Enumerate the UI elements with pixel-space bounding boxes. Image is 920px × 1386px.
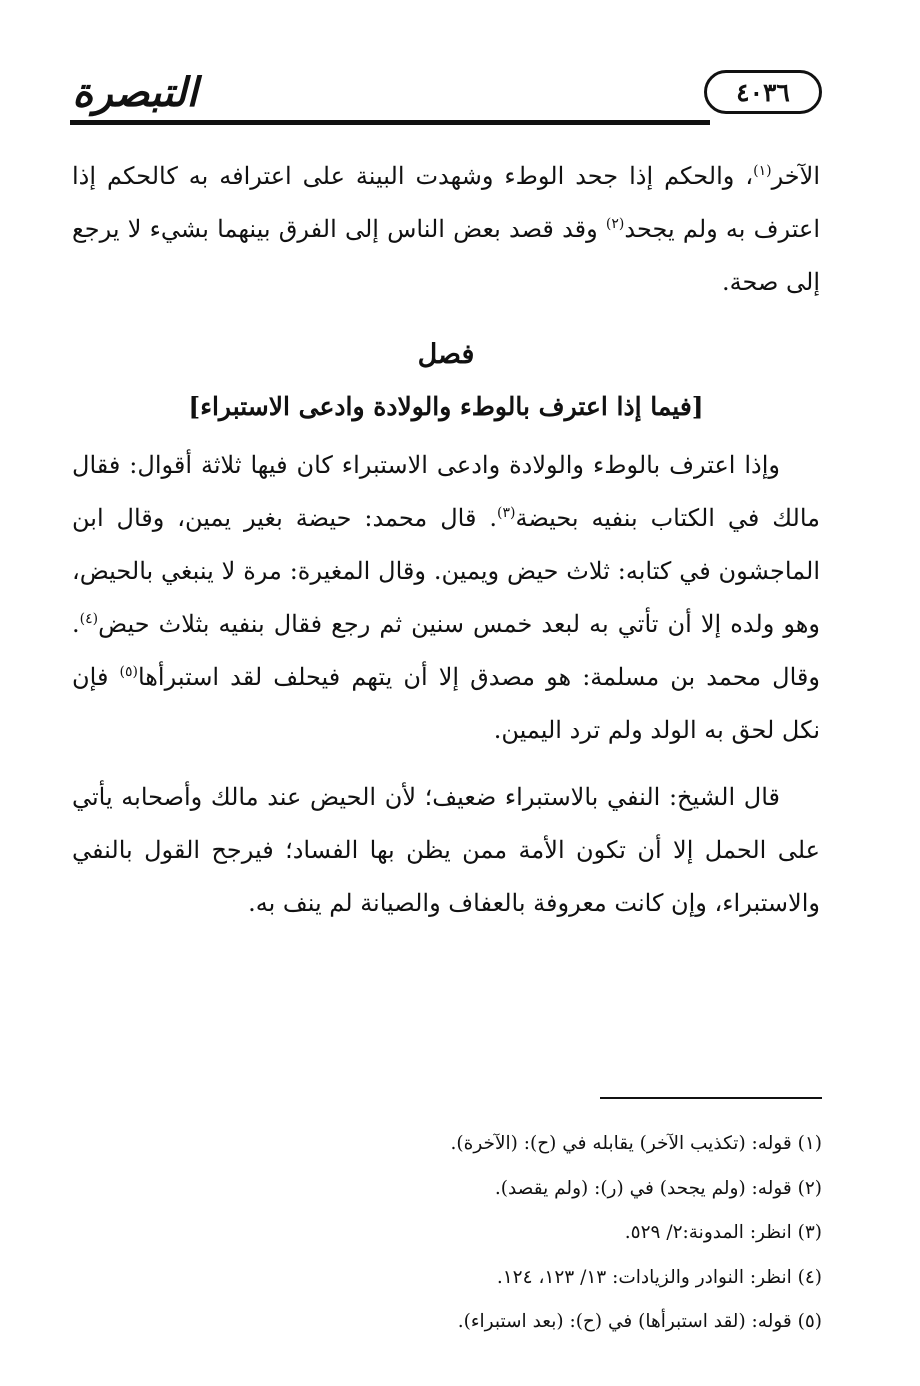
main-text — [72, 150, 820, 930]
paragraph-2-part-d: فإن نكل لحق به الولد ولم ترد اليمين. — [72, 663, 820, 744]
paragraph-2-part-b: . قال محمد: حيضة بغير يمين، وقال ابن الماجشون في كتابه: ثلاث حيض ويمين. وقال المغيرة: مرة لا ينبغي بالحيض، وهو ولده إلا أن تأتي به لبعد خمس سنين ثم رجع فقال بنفيه بثلاث حيض — [72, 504, 820, 638]
paragraph-1-part-c: وقد قصد بعض الناس إلى الفرق بينهما بشيء لا يرجع إلى صحة. — [72, 215, 820, 296]
footnote-divider — [600, 1097, 822, 1099]
page-header — [70, 58, 822, 128]
paragraph-1-part-a: الآخر — [771, 162, 820, 190]
paragraph-1-part-b: ، والحكم إذا جحد الوطء وشهدت البينة على اعترافه به كالحكم إذا اعترف به ولم يجحد — [72, 162, 820, 243]
section-title: فصل — [417, 339, 475, 370]
footnote-ref-3: (٣) — [496, 505, 516, 521]
paragraph-2 — [72, 439, 820, 757]
footnote-ref-4: (٤) — [79, 611, 99, 627]
book-title-logo: التبصرة — [72, 68, 198, 116]
paragraph-2-part-c: . وقال محمد بن مسلمة: هو مصدق إلا أن يتهم فيحلف لقد استبرأها — [72, 610, 820, 691]
paragraph-2-part-a: وإذا اعترف بالوطء والولادة وادعى الاستبراء كان فيها ثلاثة أقوال: فقال مالك في الكتاب بنفيه بحيضة — [72, 451, 820, 532]
footnote-ref-2: (٢) — [605, 216, 625, 232]
footnote-ref-1: (١) — [753, 163, 772, 179]
footnote-ref-5: (٥) — [119, 664, 138, 680]
footnote-1: (١) قوله: (تكذيب الآخر) يقابله في (ح): (الآخرة). — [450, 1133, 822, 1154]
paragraph-3: قال الشيخ: النفي بالاستبراء ضعيف؛ لأن الحيض عند مالك وأصحابه يأتي على الحمل إلا أن تكون الأمة ممن يظن بها الفساد؛ فيرجح القول بالنفي والاستبراء، وإن كانت معروفة بالعفاف والصيانة لم ينف به. — [72, 783, 820, 917]
paragraph-1 — [72, 150, 820, 309]
footnotes — [222, 1122, 822, 1345]
page-number: ٤٠٣٦ — [704, 70, 822, 114]
header-rule — [70, 120, 710, 125]
footnote-3: (٣) انظر: المدونة:٢/ ٥٢٩. — [624, 1222, 822, 1243]
footnote-5: (٥) قوله: (لقد استبرأها) في (ح): (بعد استبراء). — [457, 1311, 822, 1332]
footnote-4: (٤) انظر: النوادر والزيادات: ١٣/ ١٢٣، ١٢٤. — [496, 1266, 822, 1288]
footnote-2: (٢) قوله: (ولم يجحد) في (ر): (ولم يقصد). — [494, 1177, 822, 1199]
section-subtitle: [فيما إذا اعترف بالوطء والولادة وادعى الاستبراء] — [188, 392, 704, 421]
